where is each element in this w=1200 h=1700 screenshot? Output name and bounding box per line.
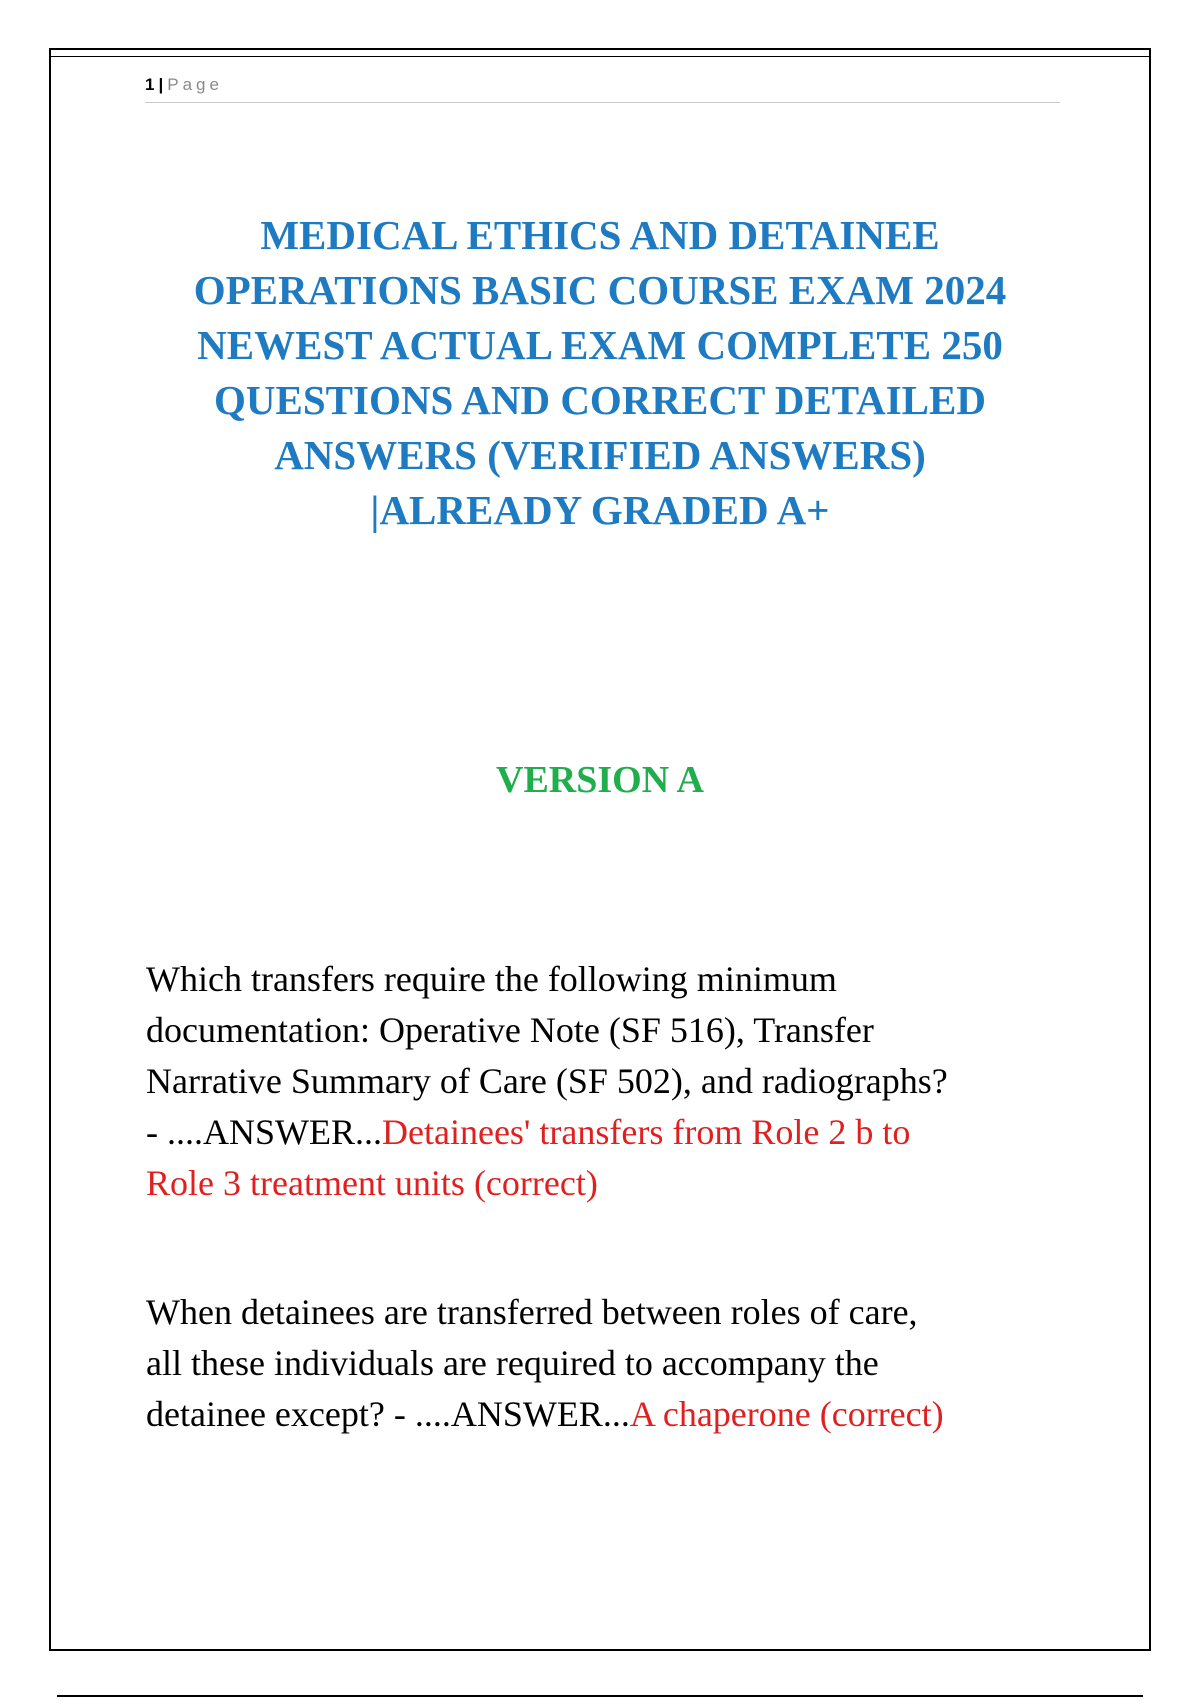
title-line: MEDICAL ETHICS AND DETAINEE	[260, 212, 940, 258]
page-border-inner-line	[51, 56, 1149, 57]
title-line: QUESTIONS AND CORRECT DETAILED	[214, 377, 986, 423]
answer-text: Detainees' transfers from Role 2 b to	[382, 1112, 911, 1152]
title-line: NEWEST ACTUAL EXAM COMPLETE 250	[197, 322, 1003, 368]
answer-text-continued: Role 3 treatment units (correct)	[146, 1163, 598, 1203]
answer-text: A chaperone (correct)	[629, 1394, 944, 1434]
question-text-line: Which transfers require the following minimum	[146, 959, 837, 999]
page-number: 1	[145, 75, 155, 94]
question-text-line: When detainees are transferred between roles of care,	[146, 1292, 918, 1332]
question-text-line: Narrative Summary of Care (SF 502), and radiographs?	[146, 1061, 948, 1101]
answer-prefix: - ....ANSWER...	[146, 1112, 382, 1152]
question-answer-line	[146, 1107, 1066, 1158]
title-line: |ALREADY GRADED A+	[370, 487, 830, 533]
version-label: VERSION A	[496, 759, 704, 801]
page-header	[145, 72, 1060, 103]
question-text-line: all these individuals are required to accompany the	[146, 1343, 879, 1383]
question-block-2	[146, 1287, 1066, 1440]
bottom-divider	[57, 1695, 1143, 1697]
document-title	[130, 208, 1070, 538]
question-block-1	[146, 954, 1066, 1209]
answer-prefix: detainee except? - ....ANSWER...	[146, 1394, 630, 1434]
title-line: ANSWERS (VERIFIED ANSWERS)	[274, 432, 926, 478]
page-label: Page	[167, 75, 223, 94]
page-separator: |	[158, 75, 164, 94]
title-line: OPERATIONS BASIC COURSE EXAM 2024	[193, 267, 1007, 313]
question-text-line: documentation: Operative Note (SF 516), Transfer	[146, 1010, 874, 1050]
question-answer-line	[146, 1389, 1066, 1440]
